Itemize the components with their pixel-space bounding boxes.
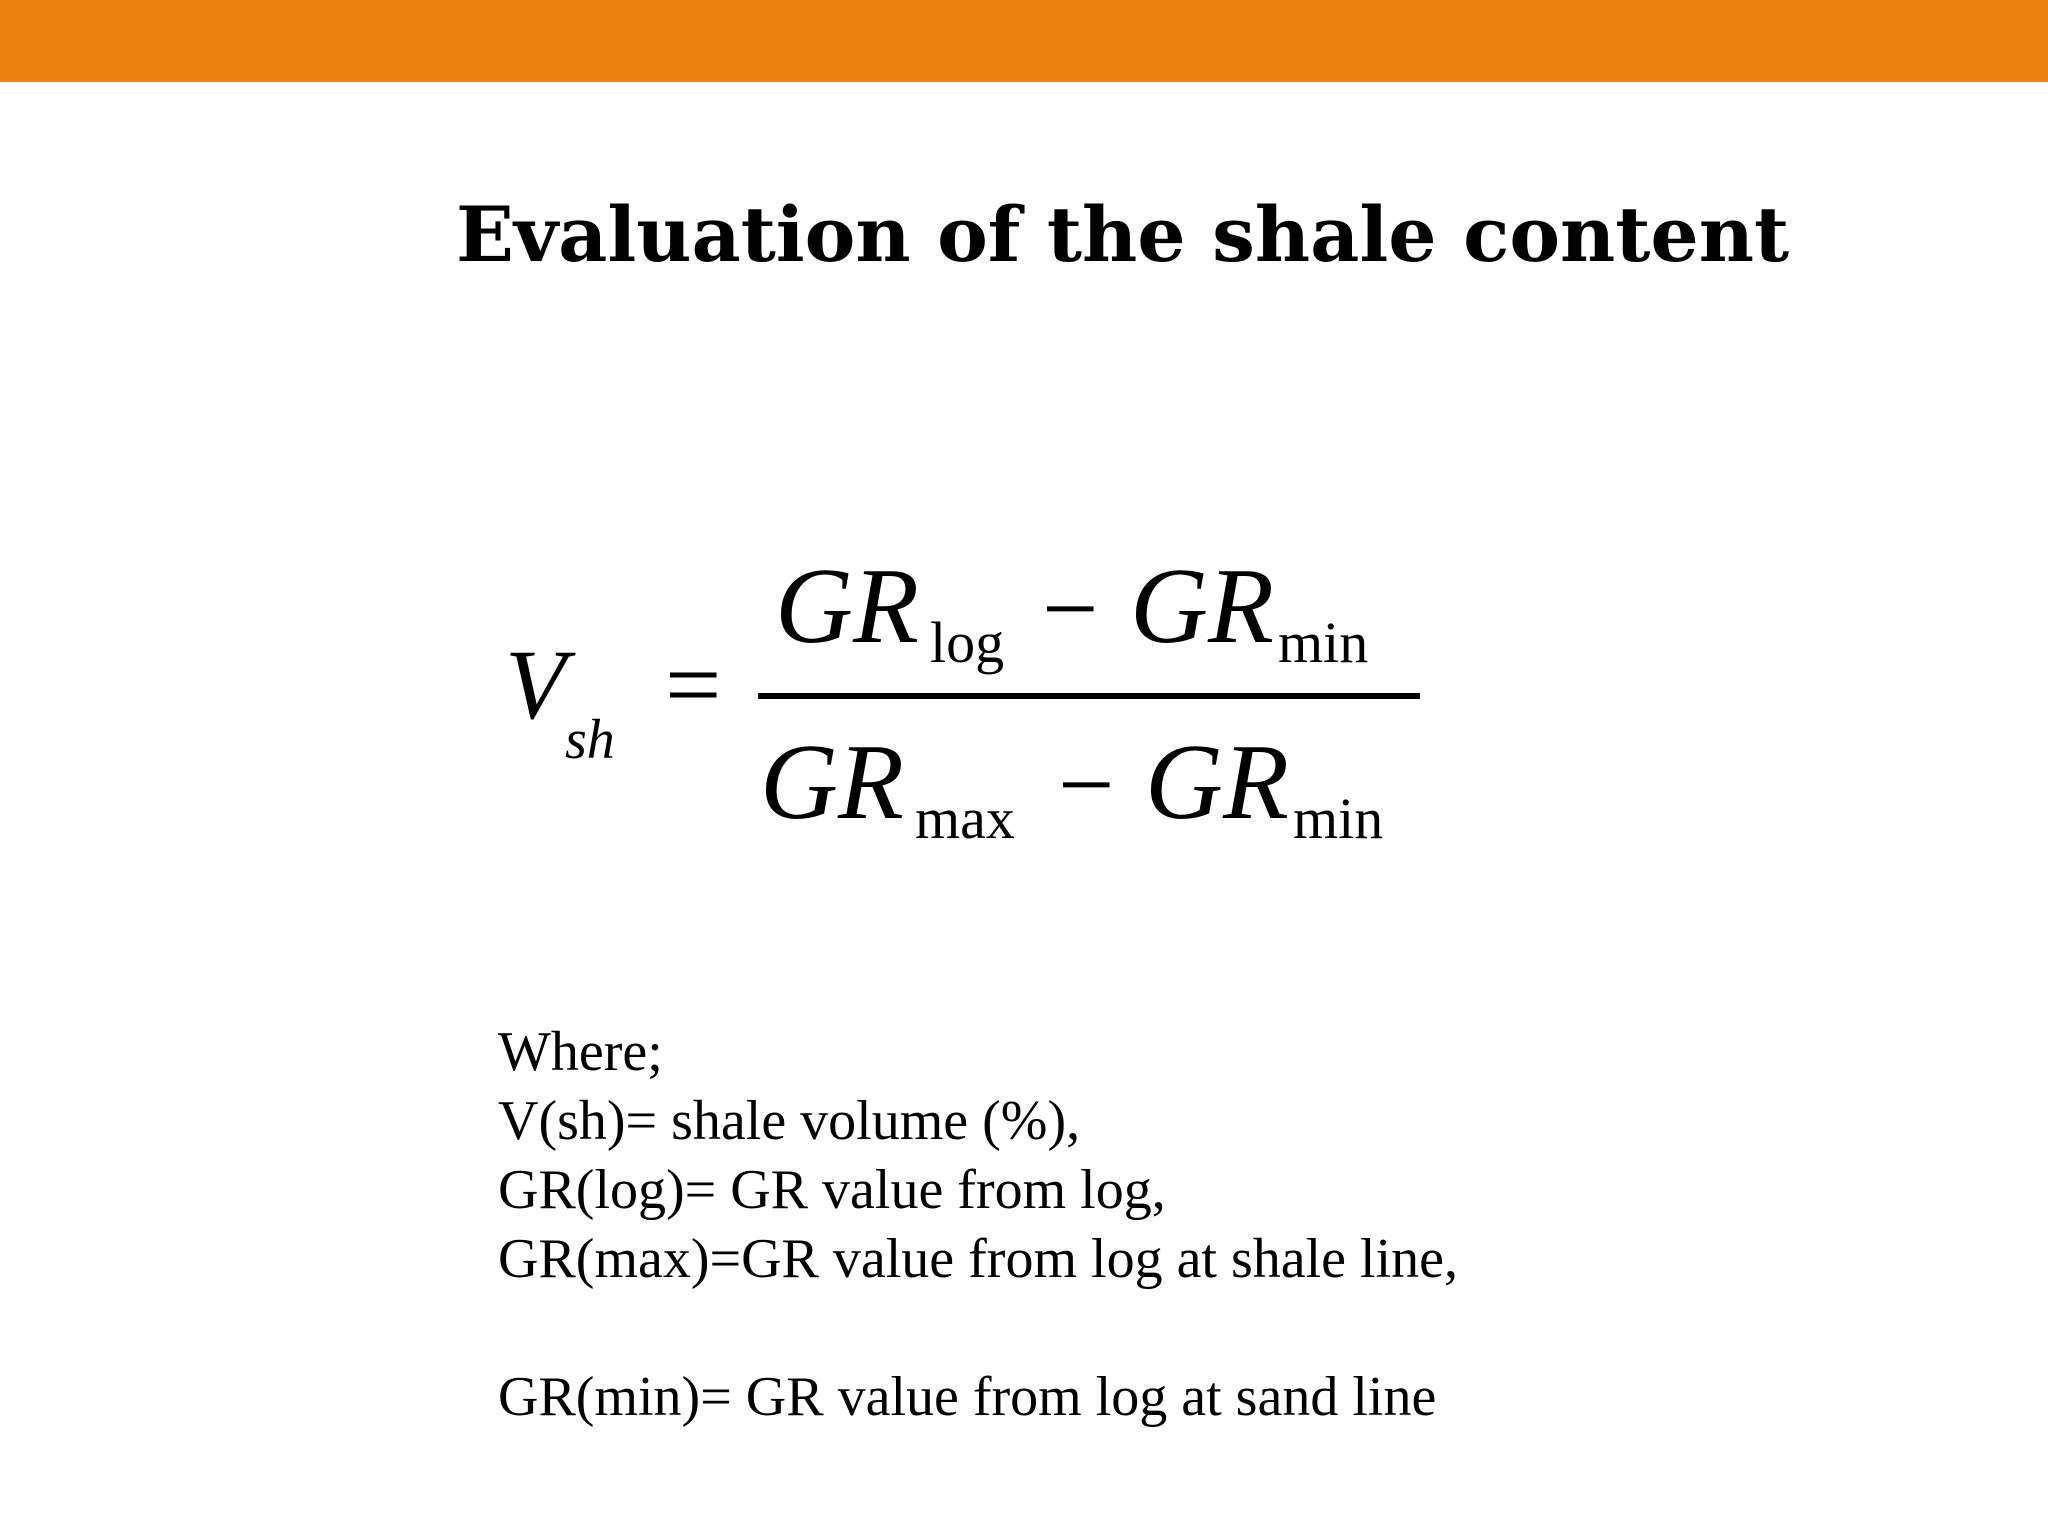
definitions-intro: Where; xyxy=(498,1021,663,1083)
denominator-gr-2: GR xyxy=(1145,723,1289,842)
formula-equals: = xyxy=(665,629,722,740)
denominator-sub-max: max xyxy=(915,786,1015,851)
numerator-minus: − xyxy=(1042,553,1099,664)
numerator-gr-2: GR xyxy=(1130,547,1274,666)
numerator-sub-log: log xyxy=(930,610,1005,675)
shale-volume-formula xyxy=(490,540,1450,870)
denominator-gr-1: GR xyxy=(760,723,904,842)
definitions-list xyxy=(498,1018,1948,1432)
numerator-gr-1: GR xyxy=(775,547,919,666)
denominator-sub-min: min xyxy=(1293,786,1384,851)
denominator-minus: − xyxy=(1058,729,1115,840)
formula-lhs-subscript: sh xyxy=(565,709,615,771)
definition-vsh: V(sh)= shale volume (%), xyxy=(498,1090,1081,1152)
definition-gr-min: GR(min)= GR value from log at sand line xyxy=(498,1366,1437,1428)
definition-gr-log: GR(log)= GR value from log, xyxy=(498,1159,1166,1221)
top-accent-bar xyxy=(0,0,2048,82)
definitions-spacer xyxy=(498,1294,1948,1363)
numerator-sub-min: min xyxy=(1278,610,1369,675)
formula-lhs-symbol: V xyxy=(505,629,567,740)
definition-gr-max: GR(max)=GR value from log at shale line, xyxy=(498,1228,1459,1290)
slide-title: Evaluation of the shale content xyxy=(456,190,1790,279)
